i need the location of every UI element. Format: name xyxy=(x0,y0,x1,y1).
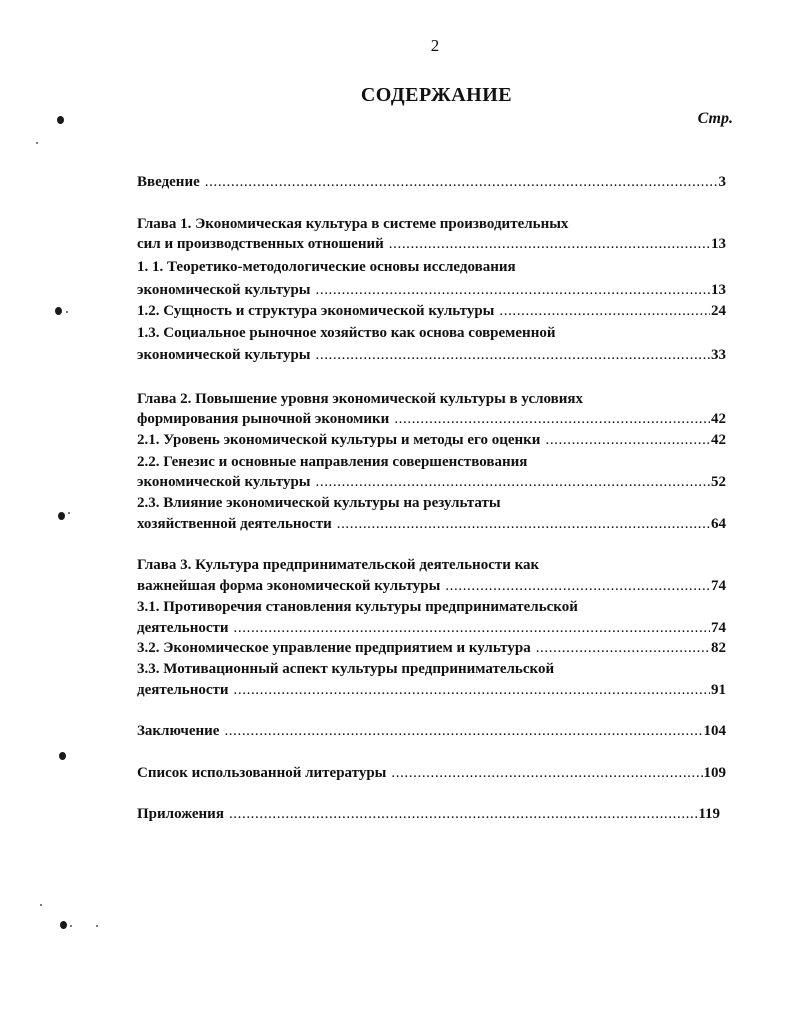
toc-entry-text: Приложения xyxy=(137,806,224,822)
toc-entry-section-2-3 xyxy=(137,514,726,534)
binding-mark xyxy=(59,752,66,760)
toc-entry-section-3-3 xyxy=(137,680,726,700)
scan-speck xyxy=(96,925,98,927)
toc-entry-section-3-2 xyxy=(137,638,726,658)
toc-entry-text: экономической культуры xyxy=(137,474,311,490)
toc-entry-section-2-2 xyxy=(137,472,726,492)
toc-entry-conclusion xyxy=(137,721,726,741)
toc-leader-dots xyxy=(224,721,702,741)
toc-entry-text: Заключение xyxy=(137,723,220,739)
toc-leader-dots xyxy=(234,680,710,700)
toc-leader-dots xyxy=(316,280,711,300)
toc-page-number: 3 xyxy=(718,174,726,190)
toc-section-1-1-title: 1. 1. Теоретико-методологические основы исследования xyxy=(137,259,516,275)
toc-entry-section-2-1 xyxy=(137,430,726,450)
toc-leader-dots xyxy=(545,430,710,450)
toc-entry-text: экономической культуры xyxy=(137,282,311,298)
toc-entry-references xyxy=(137,763,726,783)
toc-entry-text: хозяйственной деятельности xyxy=(137,516,332,532)
scan-speck xyxy=(40,904,42,906)
toc-section-2-3-title: 2.3. Влияние экономической культуры на результаты xyxy=(137,495,501,511)
toc-leader-dots xyxy=(445,576,710,596)
scan-speck xyxy=(66,311,68,313)
toc-entry-section-1-1 xyxy=(137,280,726,300)
toc-page-number: 42 xyxy=(711,411,726,427)
toc-entry-text: деятельности xyxy=(137,620,229,636)
toc-entry-section-1-3 xyxy=(137,345,726,365)
toc-entry-text: Введение xyxy=(137,174,200,190)
toc-leader-dots xyxy=(391,763,702,783)
toc-entry-section-3-1 xyxy=(137,618,726,638)
toc-page-number: 52 xyxy=(711,474,726,490)
toc-page-number: 82 xyxy=(711,640,726,656)
toc-leader-dots xyxy=(229,804,697,824)
binding-mark xyxy=(60,921,67,929)
toc-page-number: 119 xyxy=(698,806,720,822)
binding-mark xyxy=(55,307,62,315)
toc-entry-chapter-2 xyxy=(137,409,726,429)
toc-page-number: 109 xyxy=(703,765,726,781)
toc-page-number: 104 xyxy=(703,723,726,739)
scan-speck xyxy=(70,925,72,927)
toc-section-3-3-title: 3.3. Мотивационный аспект культуры предпринимательской xyxy=(137,661,555,677)
binding-mark xyxy=(57,116,64,124)
toc-entry-text: 3.2. Экономическое управление предприятием и культура xyxy=(137,640,531,656)
binding-mark xyxy=(58,512,65,520)
toc-chapter-3-title: Глава 3. Культура предпринимательской деятельности как xyxy=(137,557,540,573)
toc-page-number: 91 xyxy=(711,682,726,698)
toc-section-3-1-title: 3.1. Противоречия становления культуры предпринимательской xyxy=(137,599,578,615)
toc-entry-text: 2.1. Уровень экономической культуры и методы его оценки xyxy=(137,432,541,448)
toc-page-number: 13 xyxy=(711,282,726,298)
toc-chapter-2-title: Глава 2. Повышение уровня экономической культуры в условиях xyxy=(137,391,584,407)
toc-section-2-2-title: 2.2. Генезис и основные направления совершенствования xyxy=(137,454,528,470)
page-title: СОДЕРЖАНИЕ xyxy=(360,84,513,106)
toc-chapter-1-title: Глава 1. Экономическая культура в системе производительных xyxy=(137,216,569,232)
toc-entry-text: формирования рыночной экономики xyxy=(137,411,390,427)
toc-leader-dots xyxy=(536,638,710,658)
toc-page-number: 33 xyxy=(711,347,726,363)
page-column-label: Стр. xyxy=(697,110,733,127)
scan-speck xyxy=(36,142,38,144)
toc-entry-text: важнейшая форма экономической культуры xyxy=(137,578,441,594)
scan-speck xyxy=(68,512,70,514)
toc-leader-dots xyxy=(337,514,710,534)
toc-entry-text: деятельности xyxy=(137,682,229,698)
toc-entry-text: экономической культуры xyxy=(137,347,311,363)
toc-entry-text: Список использованной литературы xyxy=(137,765,387,781)
toc-leader-dots xyxy=(389,234,710,254)
toc-entry-section-1-2 xyxy=(137,301,726,321)
toc-page-number: 42 xyxy=(711,432,726,448)
toc-page-number: 64 xyxy=(711,516,726,532)
toc-entry-intro xyxy=(137,172,726,192)
page-number: 2 xyxy=(430,36,440,55)
toc-page-number: 74 xyxy=(711,620,726,636)
toc-entry-chapter-3 xyxy=(137,576,726,596)
toc-leader-dots xyxy=(205,172,718,192)
toc-page-number: 13 xyxy=(711,236,726,252)
toc-leader-dots xyxy=(499,301,710,321)
toc-entry-appendices xyxy=(137,804,720,824)
toc-page-number: 24 xyxy=(711,303,726,319)
toc-page-number: 74 xyxy=(711,578,726,594)
toc-entry-text: сил и производственных отношений xyxy=(137,236,384,252)
toc-leader-dots xyxy=(316,472,711,492)
toc-section-1-3-title: 1.3. Социальное рыночное хозяйство как основа современной xyxy=(137,325,556,341)
toc-leader-dots xyxy=(394,409,710,429)
toc-leader-dots xyxy=(234,618,710,638)
toc-entry-text: 1.2. Сущность и структура экономической культуры xyxy=(137,303,495,319)
toc-entry-chapter-1 xyxy=(137,234,726,254)
toc-leader-dots xyxy=(316,345,711,365)
